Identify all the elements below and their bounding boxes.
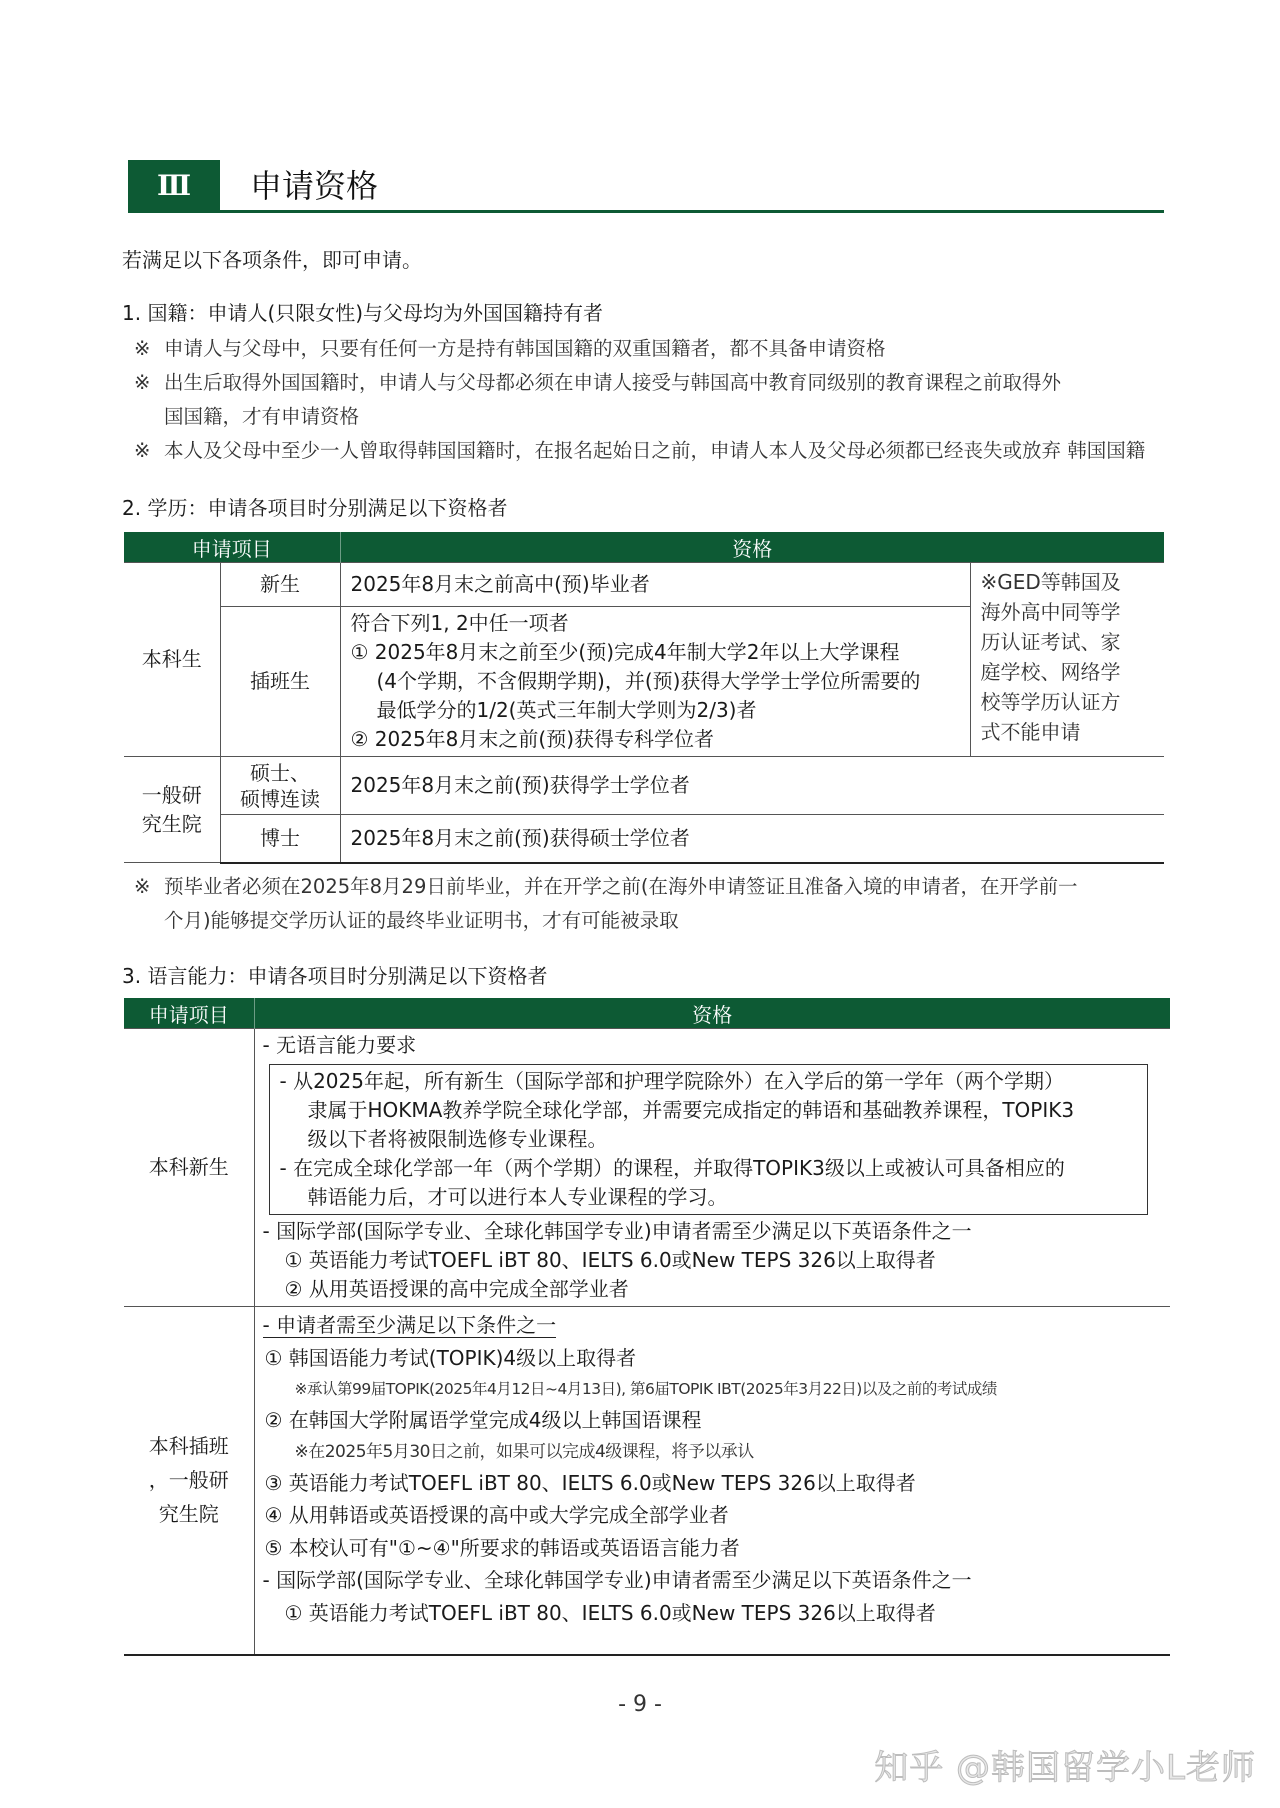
box-line: 韩语能力后，才可以进行本人专业课程的学习。 bbox=[307, 1185, 728, 1209]
note-text: 国国籍，才有申请资格 bbox=[164, 405, 360, 428]
education-footnote bbox=[134, 870, 1174, 904]
master-label-line: 硕士、 bbox=[250, 760, 310, 785]
note-text: 本人及父母中至少一人曾取得韩国国籍时，在报名起始日之前，申请人本人及父母必须都已经丧失或放弃 韩国国籍 bbox=[164, 439, 1146, 462]
lang-line: ② 从用英语授课的高中完成全部学业者 bbox=[284, 1277, 629, 1301]
note-text: 个月)能够提交学历认证的最终毕业证明书，才有可能被录取 bbox=[164, 909, 679, 932]
label-line: ，一般研 bbox=[148, 1468, 229, 1493]
nationality-note bbox=[134, 332, 1174, 366]
lang-line: ④ 从用韩语或英语授课的高中或大学完成全部学业者 bbox=[264, 1503, 729, 1527]
note-text: 预毕业者必须在2025年8月29日前毕业，并在开学之前(在海外申请签证且准备入境的申请者，在开学前一 bbox=[164, 875, 1078, 898]
ged-note-line: ※GED等韩国及 bbox=[980, 570, 1121, 594]
lang-line: ③ 英语能力考试TOEFL iBT 80、IELTS 6.0或New TEPS 326以上取得者 bbox=[264, 1470, 916, 1495]
lang-line: ① 韩国语能力考试(TOPIK)4级以上取得者 bbox=[264, 1345, 637, 1370]
ged-note-line: 庭学校、网络学 bbox=[980, 660, 1121, 684]
label-line: 究生院 bbox=[158, 1502, 219, 1527]
ged-note-line: 校等学历认证方 bbox=[980, 690, 1121, 714]
language-heading: 3. 语言能力：申请各项目时分别满足以下资格者 bbox=[122, 964, 548, 988]
section-rule bbox=[128, 210, 1164, 213]
box-line: 级以下者将被限制选修专业课程。 bbox=[307, 1127, 608, 1151]
master-label bbox=[220, 757, 340, 815]
box-line: 隶属于HOKMA教养学院全球化学部，并需要完成指定的韩语和基础教养课程，TOPIK3 bbox=[307, 1098, 1075, 1122]
section-title: 申请资格 bbox=[250, 167, 379, 205]
lang-line-text: - 申请者需至少满足以下条件之一 bbox=[262, 1313, 557, 1337]
phd-label: 博士 bbox=[220, 815, 340, 863]
lang-line: - 国际学部(国际学专业、全球化韩国学专业)申请者需至少满足以下英语条件之一 bbox=[262, 1568, 972, 1592]
graduate-label-line: 究生院 bbox=[141, 811, 202, 836]
transfer-qual bbox=[340, 607, 970, 757]
note-mark: ※ bbox=[134, 875, 151, 898]
lang-line: ① 英语能力考试TOEFL iBT 80、IELTS 6.0或New TEPS 326以上取得者 bbox=[284, 1248, 936, 1272]
note-text: 出生后取得外国国籍时，申请人与父母都必须在申请人接受与韩国高中教育同级别的教育课程之前取得外 bbox=[164, 371, 1062, 394]
note-mark: ※ bbox=[134, 337, 151, 360]
education-footnote-cont bbox=[134, 904, 1174, 938]
transfer-line: 符合下列1, 2中任一项者 bbox=[350, 611, 569, 635]
freshman-label: 新生 bbox=[220, 563, 340, 607]
education-heading: 2. 学历：申请各项目时分别满足以下资格者 bbox=[122, 496, 508, 520]
transfer-label: 插班生 bbox=[220, 607, 340, 757]
th-item: 申请项目 bbox=[124, 998, 254, 1029]
watermark: 知乎 @韩国留学小L老师 bbox=[874, 1748, 1256, 1788]
lang-line bbox=[263, 1309, 1163, 1342]
row-transfer-graduate-label bbox=[124, 1307, 254, 1655]
note-mark: ※ bbox=[134, 439, 151, 462]
nationality-note bbox=[134, 366, 1174, 400]
section-header bbox=[128, 160, 1164, 212]
transfer-line: (4个学期，不含假期学期)，并(预)获得大学学士学位所需要的 bbox=[376, 669, 921, 693]
section-number: Ⅲ bbox=[128, 160, 220, 212]
ged-note-line: 式不能申请 bbox=[980, 720, 1081, 744]
intro-text: 若满足以下各项条件，即可申请。 bbox=[122, 248, 422, 272]
lang-line: - 国际学部(国际学专业、全球化韩国学专业)申请者需至少满足以下英语条件之一 bbox=[262, 1219, 972, 1243]
phd-qual: 2025年8月末之前(预)获得硕士学位者 bbox=[340, 815, 1164, 863]
lang-line: - 无语言能力要求 bbox=[262, 1033, 417, 1057]
lang-line: ⑤ 本校认可有"①~④"所要求的韩语或英语语言能力者 bbox=[264, 1535, 740, 1560]
hokma-box bbox=[269, 1064, 1149, 1215]
note-text: 申请人与父母中，只要有任何一方是持有韩国国籍的双重国籍者，都不具备申请资格 bbox=[164, 337, 886, 360]
graduate-label-line: 一般研 bbox=[141, 782, 202, 807]
lang-subnote: ※承认第99届TOPIK(2025年4月12日~4月13日), 第6届TOPIK IBT(2025年3月22日)以及之前的考试成绩 bbox=[294, 1380, 997, 1398]
th-qual: 资格 bbox=[254, 998, 1170, 1029]
language-table bbox=[124, 998, 1170, 1656]
undergrad-label: 本科生 bbox=[124, 563, 220, 757]
row-transfer-graduate-qual bbox=[254, 1307, 1170, 1655]
nationality-note bbox=[134, 434, 1174, 468]
transfer-line: ① 2025年8月末之前至少(预)完成4年制大学2年以上大学课程 bbox=[350, 640, 900, 664]
transfer-line: ② 2025年8月末之前(预)获得专科学位者 bbox=[350, 727, 715, 751]
ged-note bbox=[970, 563, 1164, 757]
nationality-note-cont bbox=[134, 400, 1174, 434]
transfer-line: 最低学分的1/2(英式三年制大学则为2/3)者 bbox=[376, 698, 757, 722]
row-undergrad-freshman-label: 本科新生 bbox=[124, 1029, 254, 1307]
box-line: - 从2025年起，所有新生（国际学部和护理学院除外）在入学后的第一学年（两个学期） bbox=[279, 1069, 1064, 1093]
freshman-qual: 2025年8月末之前高中(预)毕业者 bbox=[340, 563, 970, 607]
th-qual: 资格 bbox=[340, 532, 1164, 563]
lang-line: ① 英语能力考试TOEFL iBT 80、IELTS 6.0或New TEPS 326以上取得者 bbox=[284, 1600, 936, 1625]
education-table bbox=[124, 532, 1164, 864]
ged-note-line: 海外高中同等学 bbox=[980, 600, 1121, 624]
nationality-heading: 1. 国籍：申请人(只限女性)与父母均为外国国籍持有者 bbox=[122, 301, 604, 325]
row-undergrad-freshman-qual bbox=[254, 1029, 1170, 1307]
note-mark: ※ bbox=[134, 371, 151, 394]
master-label-line: 硕博连读 bbox=[240, 786, 320, 811]
lang-line: ② 在韩国大学附属语学堂完成4级以上韩国语课程 bbox=[264, 1408, 702, 1432]
master-qual: 2025年8月末之前(预)获得学士学位者 bbox=[340, 757, 1164, 815]
ged-note-line: 历认证考试、家 bbox=[980, 630, 1121, 654]
graduate-label bbox=[124, 757, 220, 863]
box-line: - 在完成全球化学部一年（两个学期）的课程，并取得TOPIK3级以上或被认可具备相应的 bbox=[279, 1156, 1065, 1180]
label-line: 本科插班 bbox=[148, 1434, 229, 1459]
lang-subnote: ※在2025年5月30日之前，如果可以完成4级课程，将予以承认 bbox=[294, 1441, 754, 1462]
page-number: - 9 - bbox=[618, 1692, 662, 1717]
th-item: 申请项目 bbox=[124, 532, 340, 563]
